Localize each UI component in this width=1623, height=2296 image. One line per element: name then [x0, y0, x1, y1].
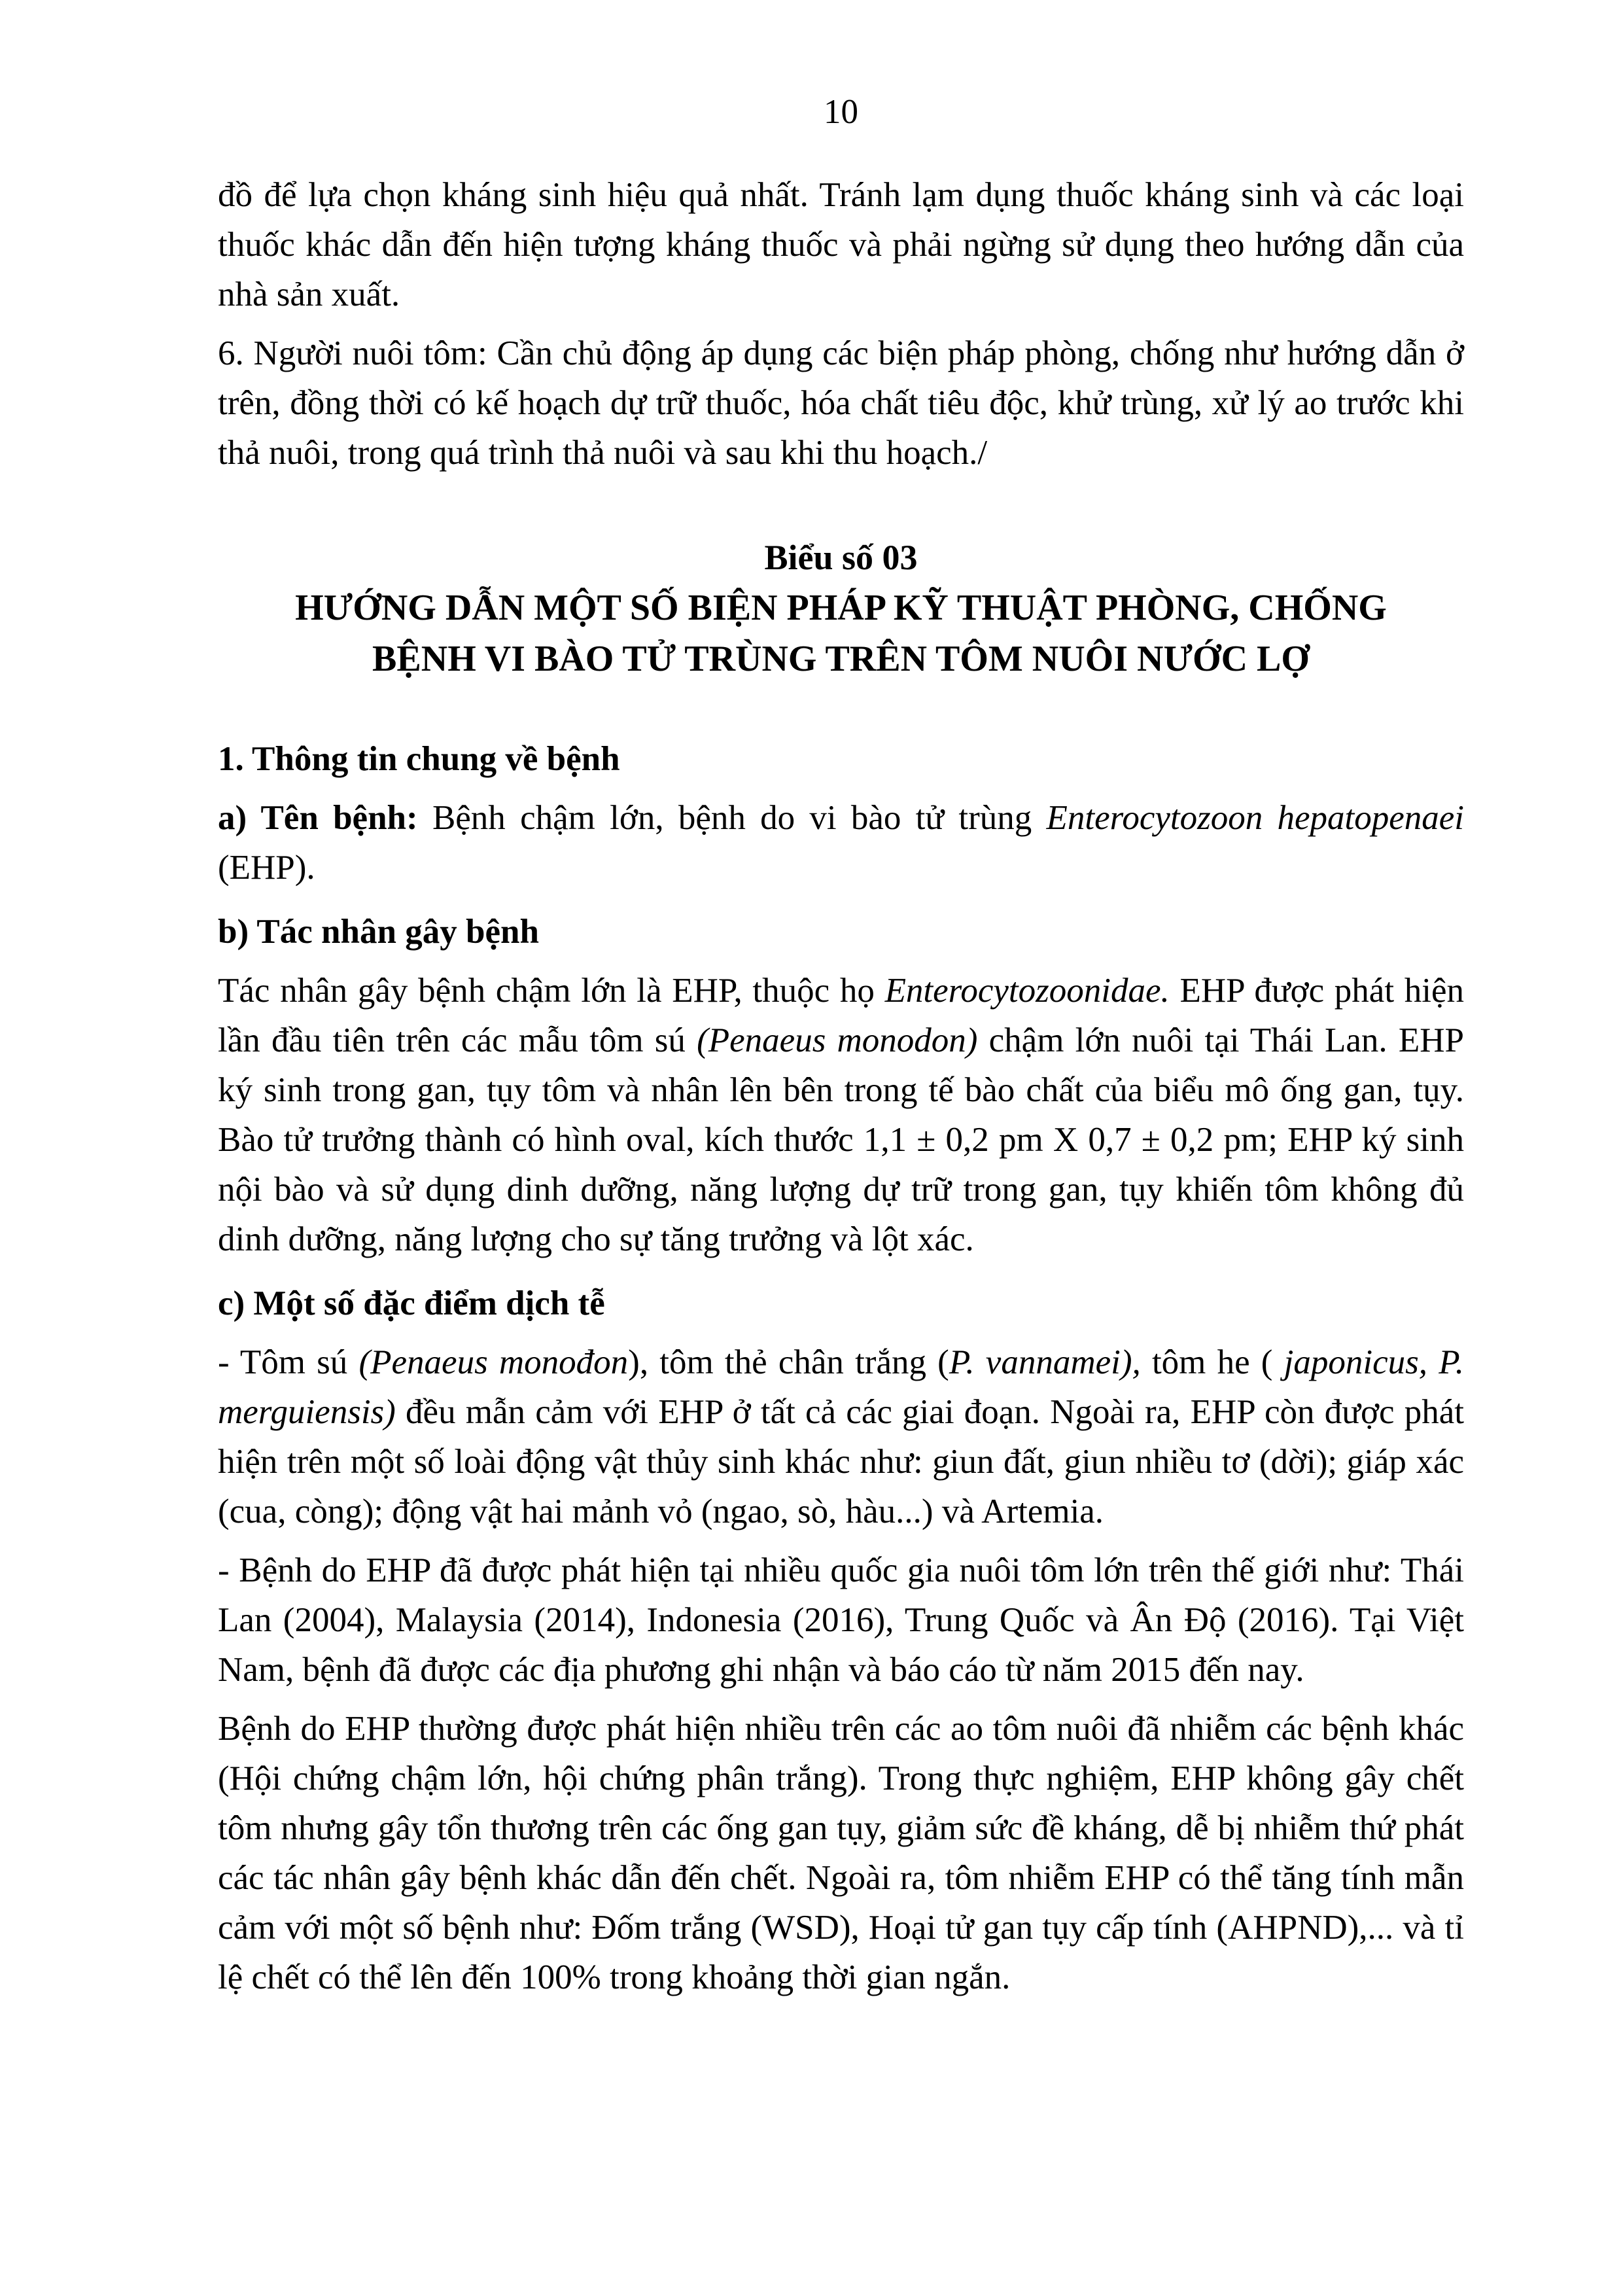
section-c-heading: c) Một số đặc điểm dịch tễ [218, 1284, 605, 1322]
page-number: 10 [824, 93, 858, 131]
paragraph-c-dash-1: - Tôm sú (Penaeus monođon), tôm thẻ chân trắng (P. vannamei), tôm he ( japonicus, P. merguiensis) đều mẫn cảm với EHP ở tất cả các giai đoạn. Ngoài ra, EHP còn được phát hiện trên một số loài động vật thủy sinh khác như: giun đất, giun nhiều tơ (dời); giáp xác (cua, còng); động vật hai mảnh vỏ (ngao, sò, hàu...) và Artemia. [218, 1343, 1464, 1530]
document-title-line1: HƯỚNG DẪN MỘT SỐ BIỆN PHÁP KỸ THUẬT PHÒNG, CHỐNG [295, 588, 1387, 628]
document-title [218, 582, 1464, 684]
paragraph-c-benh-do-ehp: Bệnh do EHP thường được phát hiện nhiều trên các ao tôm nuôi đã nhiễm các bệnh khác (Hội chứng chậm lớn, hội chứng phân trắng). Trong thực nghiệm, EHP không gây chết tôm nhưng gây tổn thương trên các ống gan tụy, giảm sức đề kháng, dễ bị nhiễm thứ phát các tác nhân gây bệnh khác dẫn đến chết. Ngoài ra, tôm nhiễm EHP có thể tăng tính mẫn cảm với một số bệnh như: Đốm trắng (WSD), Hoại tử gan tụy cấp tính (AHPND),... và tỉ lệ chết có thể lên đến 100% trong khoảng thời gian ngắn. [218, 1710, 1464, 1996]
section-1-heading: 1. Thông tin chung về bệnh [218, 740, 620, 778]
paragraph-c-dash-2: - Bệnh do EHP đã được phát hiện tại nhiều quốc gia nuôi tôm lớn trên thế giới như: Thái Lan (2004), Malaysia (2014), Indonesia (2016), Trung Quốc và Ân Độ (2016). Tại Việt Nam, bệnh đã được các địa phương ghi nhận và báo cáo từ năm 2015 đến nay. [218, 1551, 1464, 1689]
paragraph-item-6-nguoi-nuoi-tom: 6. Người nuôi tôm: Cần chủ động áp dụng các biện pháp phòng, chống như hướng dẫn ở trên, đồng thời có kế hoạch dự trữ thuốc, hóa chất tiêu độc, khử trùng, xử lý ao trước khi thả nuôi, trong quá trình thả nuôi và sau khi thu hoạch./ [218, 334, 1464, 472]
paragraph-a-ten-benh: a) Tên bệnh: Bệnh chậm lớn, bệnh do vi bào tử trùng Enterocytozoon hepatopenaei (EHP). [218, 799, 1465, 887]
document-title-line2: BỆNH VI BÀO TỬ TRÙNG TRÊN TÔM NUÔI NƯỚC LỢ [372, 639, 1310, 679]
paragraph-continued-from-previous-page: đồ để lựa chọn kháng sinh hiệu quả nhất. Tránh lạm dụng thuốc kháng sinh và các loại thuốc khác dẫn đến hiện tượng kháng thuốc và phải ngừng sử dụng theo hướng dẫn của nhà sản xuất. [218, 176, 1464, 313]
section-b-heading: b) Tác nhân gây bệnh [218, 913, 539, 951]
table-number-heading: Biểu số 03 [764, 538, 918, 577]
paragraph-b-tac-nhan: Tác nhân gây bệnh chậm lớn là EHP, thuộc họ Enterocytozoonidae. EHP được phát hiện lần đầu tiên trên các mẫu tôm sú (Penaeus monodon) chậm lớn nuôi tại Thái Lan. EHP ký sinh trong gan, tụy tôm và nhân lên bên trong tế bào chất của biểu mô ống gan, tụy. Bào tử trưởng thành có hình oval, kích thước 1,1 ± 0,2 pm X 0,7 ± 0,2 pm; EHP ký sinh nội bào và sử dụng dinh dưỡng, năng lượng dự trữ trong gan, tụy khiến tôm không đủ dinh dưỡng, năng lượng cho sự tăng trưởng và lột xác. [218, 972, 1464, 1258]
